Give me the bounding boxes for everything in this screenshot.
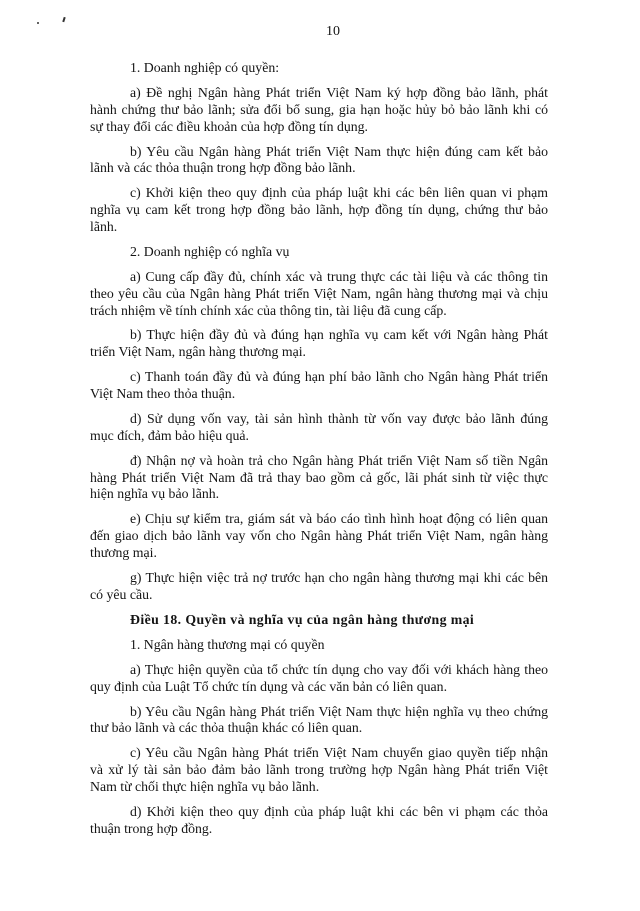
text-line: mục đích, đảm bảo hiệu quả. bbox=[90, 427, 250, 443]
text-line: hành chứng thư bảo lãnh; sửa đổi bổ sung, gia hạn hoặc hủy bỏ bảo lãnh khi có bbox=[90, 101, 548, 117]
text-line: thương mại. bbox=[90, 545, 157, 560]
document-body bbox=[90, 60, 548, 837]
text-line: thư bảo lãnh và các thỏa thuận khác có liên quan. bbox=[90, 720, 363, 736]
item-18-1b bbox=[90, 704, 548, 738]
clause-2-enterprise-obligations bbox=[90, 244, 548, 261]
item-2a bbox=[90, 269, 548, 319]
page-number: 10 bbox=[326, 24, 340, 39]
scan-speck bbox=[37, 22, 39, 24]
item-2d bbox=[90, 411, 548, 445]
text-line: b) Yêu cầu Ngân hàng Phát triển Việt Nam thực hiện nghĩa vụ theo chứng bbox=[130, 703, 548, 719]
text-line: e) Chịu sự kiểm tra, giám sát và báo cáo tình hình hoạt động có liên quan bbox=[130, 511, 548, 527]
text-line: triển Việt Nam, ngân hàng thương mại. bbox=[90, 344, 307, 360]
text-line: 1. Doanh nghiệp có quyền: bbox=[130, 60, 280, 75]
text-line: hiện nghĩa vụ bảo lãnh. bbox=[90, 486, 220, 502]
text-line: theo yêu cầu của Ngân hàng Phát triển Việt Nam, ngân hàng thương mại và chịu bbox=[90, 285, 548, 301]
text-line: b) Yêu cầu Ngân hàng Phát triển Việt Nam thực hiện đúng cam kết bảo bbox=[130, 143, 548, 159]
item-1b bbox=[90, 144, 548, 178]
text-line: thuận trong hợp đồng. bbox=[90, 820, 213, 836]
item-18-1a bbox=[90, 662, 548, 696]
clause-1-bank-rights bbox=[90, 637, 548, 654]
text-line: c) Khởi kiện theo quy định của pháp luật khi các bên liên quan vi phạm bbox=[130, 185, 548, 201]
text-line: quy định của Luật Tổ chức tín dụng và các văn bản có liên quan. bbox=[90, 678, 448, 694]
item-1a bbox=[90, 85, 548, 135]
text-line: d) Sử dụng vốn vay, tài sản hình thành từ vốn vay được bảo lãnh đúng bbox=[130, 411, 548, 427]
text-line: hàng Phát triển Việt Nam đã trả thay bao gồm cả gốc, lãi phát sinh từ việc thực bbox=[90, 469, 548, 485]
article-18-heading bbox=[90, 612, 548, 629]
item-2dd bbox=[90, 453, 548, 503]
text-line: c) Thanh toán đầy đủ và đúng hạn phí bảo lãnh cho Ngân hàng Phát triển bbox=[130, 369, 548, 385]
text-line: lãnh và các thỏa thuận trong hợp đồng bảo lãnh. bbox=[90, 160, 356, 176]
text-line: a) Cung cấp đầy đủ, chính xác và trung thực các tài liệu và các thông tin bbox=[130, 268, 548, 284]
item-2b bbox=[90, 327, 548, 361]
heading-text: Điều 18. Quyền và nghĩa vụ của ngân hàng thương mại bbox=[130, 611, 475, 627]
text-line: g) Thực hiện việc trả nợ trước hạn cho ngân hàng thương mại khi các bên bbox=[130, 569, 548, 585]
text-line: d) Khởi kiện theo quy định của pháp luật khi các bên vi phạm các thỏa bbox=[130, 803, 548, 819]
item-2e bbox=[90, 511, 548, 561]
clause-1-enterprise-rights bbox=[90, 60, 548, 77]
text-line: sự thay đổi các điều khoản của hợp đồng tín dụng. bbox=[90, 118, 369, 134]
text-line: đ) Nhận nợ và hoàn trả cho Ngân hàng Phát triển Việt Nam số tiền Ngân bbox=[130, 452, 548, 468]
text-line: Việt Nam theo thỏa thuận. bbox=[90, 386, 236, 402]
text-line: trách nhiệm về tính chính xác của thông tin, tài liệu đã cung cấp. bbox=[90, 302, 447, 318]
item-18-1d bbox=[90, 804, 548, 838]
text-line: và xử lý tài sản bảo đảm bảo lãnh trong trường hợp Ngân hàng Phát triển Việt bbox=[90, 762, 548, 778]
text-line: 1. Ngân hàng thương mại có quyền bbox=[130, 636, 325, 652]
text-line: 2. Doanh nghiệp có nghĩa vụ bbox=[130, 243, 290, 259]
item-2c bbox=[90, 369, 548, 403]
text-line: a) Thực hiện quyền của tổ chức tín dụng cho vay đối với khách hàng theo bbox=[130, 661, 548, 677]
text-line: c) Yêu cầu Ngân hàng Phát triển Việt Nam chuyển giao quyền tiếp nhận bbox=[130, 745, 548, 761]
text-line: nghĩa vụ cam kết trong hợp đồng bảo lãnh, hợp đồng tín dụng, chứng thư bảo bbox=[90, 202, 548, 218]
text-line: đến giao dịch bảo lãnh vay vốn cho Ngân hàng Phát triển Việt Nam, ngân hàng bbox=[90, 528, 548, 544]
text-line: Nam từ chối thực hiện nghĩa vụ bảo lãnh. bbox=[90, 778, 320, 794]
item-18-1c bbox=[90, 745, 548, 795]
item-1c bbox=[90, 185, 548, 235]
text-line: có yêu cầu. bbox=[90, 586, 153, 602]
text-line: a) Đề nghị Ngân hàng Phát triển Việt Nam ký hợp đồng bảo lãnh, phát bbox=[130, 84, 548, 100]
text-line: b) Thực hiện đầy đủ và đúng hạn nghĩa vụ cam kết với Ngân hàng Phát bbox=[130, 327, 548, 343]
scan-speck bbox=[62, 17, 65, 22]
text-line: lãnh. bbox=[90, 218, 118, 234]
item-2g bbox=[90, 570, 548, 604]
